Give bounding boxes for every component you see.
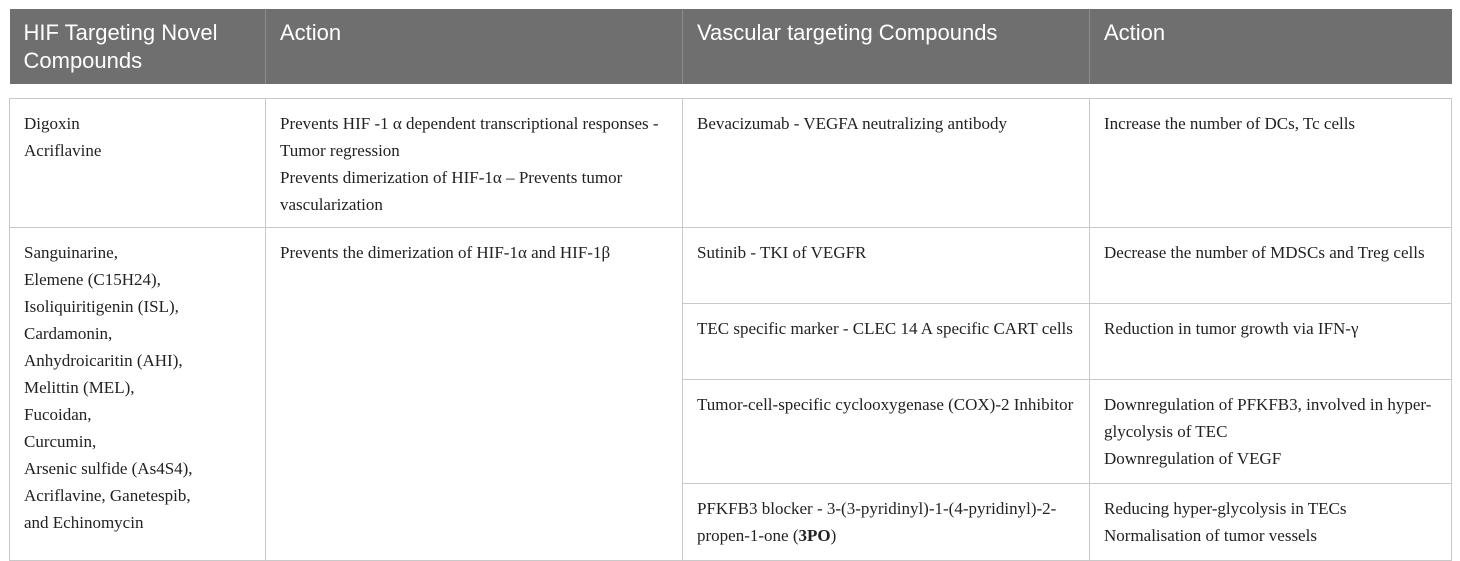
cell-vascular-action — [1090, 303, 1452, 379]
header-row — [10, 9, 1452, 84]
header-vascular-compounds: Vascular targeting Compounds — [683, 9, 1090, 84]
table-row — [10, 98, 1452, 227]
compound-name: Arsenic sulfide (As4S4), — [24, 458, 193, 478]
cell-vascular-action — [1090, 483, 1452, 560]
cell-hif-compounds — [10, 98, 266, 227]
compound-name: Sutinib - TKI of VEGFR — [697, 242, 867, 262]
compound-name: TEC specific marker - CLEC 14 A specific CART cells — [697, 318, 1073, 338]
action-text: Prevents dimerization of HIF-1α – Prevents tumor vascularization — [280, 167, 623, 214]
action-text: Prevents the dimerization of HIF-1α and HIF-1β — [280, 242, 611, 262]
spacer-cell — [10, 84, 1452, 98]
cell-hif-action — [266, 98, 683, 227]
cell-hif-action — [266, 227, 683, 560]
compound-name: Melittin (MEL), — [24, 377, 135, 397]
compound-bold: 3PO — [798, 525, 831, 545]
action-text: Decrease the number of MDSCs and Treg cells — [1104, 242, 1425, 262]
compound-name: Cardamonin, — [24, 323, 113, 343]
action-text: Downregulation of VEGF — [1104, 448, 1282, 468]
compound-name: Tumor-cell-specific cyclooxygenase (COX)-2 Inhibitor — [697, 394, 1074, 414]
cell-vascular-compound — [683, 303, 1090, 379]
header-spacer — [10, 84, 1452, 98]
compound-suffix: ) — [830, 525, 837, 545]
header-hif-compounds: HIF Targeting Novel Compounds — [10, 9, 266, 84]
table-container — [9, 9, 1451, 561]
header-action-1: Action — [266, 9, 683, 84]
action-text: Reduction in tumor growth via IFN-γ — [1104, 318, 1359, 338]
compound-name — [697, 495, 1075, 549]
action-text: Normalisation of tumor vessels — [1104, 525, 1317, 545]
compound-name: Anhydroicaritin (AHI), — [24, 350, 183, 370]
action-text: Increase the number of DCs, Tc cells — [1104, 113, 1356, 133]
cell-vascular-compound — [683, 227, 1090, 303]
cell-hif-compounds — [10, 227, 266, 560]
compound-name: Digoxin — [24, 113, 80, 133]
compound-name: Fucoidan, — [24, 404, 92, 424]
cell-vascular-compound — [683, 98, 1090, 227]
action-text: Downregulation of PFKFB3, involved in hyper-glycolysis of TEC — [1104, 394, 1432, 441]
compound-name: Elemene (C15H24), — [24, 269, 161, 289]
compound-name: Acriflavine — [24, 140, 102, 160]
cell-vascular-action — [1090, 98, 1452, 227]
action-text: Reducing hyper-glycolysis in TECs — [1104, 498, 1347, 518]
compound-name: Acriflavine, Ganetespib, — [24, 485, 191, 505]
compound-name: Bevacizumab - VEGFA neutralizing antibody — [697, 113, 1008, 133]
compound-name: Isoliquiritigenin (ISL), — [24, 296, 179, 316]
compounds-table — [9, 9, 1452, 561]
compound-prefix: PFKFB3 blocker - 3-(3-pyridinyl)-1-(4-pyridinyl)-2-propen-1-one ( — [697, 498, 1057, 545]
header-action-2: Action — [1090, 9, 1452, 84]
compound-name: Curcumin, — [24, 431, 97, 451]
cell-vascular-action — [1090, 379, 1452, 483]
action-text: Prevents HIF -1 α dependent transcriptional responses -Tumor regression — [280, 113, 659, 160]
compound-name: Sanguinarine, — [24, 242, 118, 262]
compound-name: and Echinomycin — [24, 512, 144, 532]
cell-vascular-action — [1090, 227, 1452, 303]
cell-vascular-compound — [683, 483, 1090, 560]
table-row — [10, 227, 1452, 303]
cell-vascular-compound — [683, 379, 1090, 483]
